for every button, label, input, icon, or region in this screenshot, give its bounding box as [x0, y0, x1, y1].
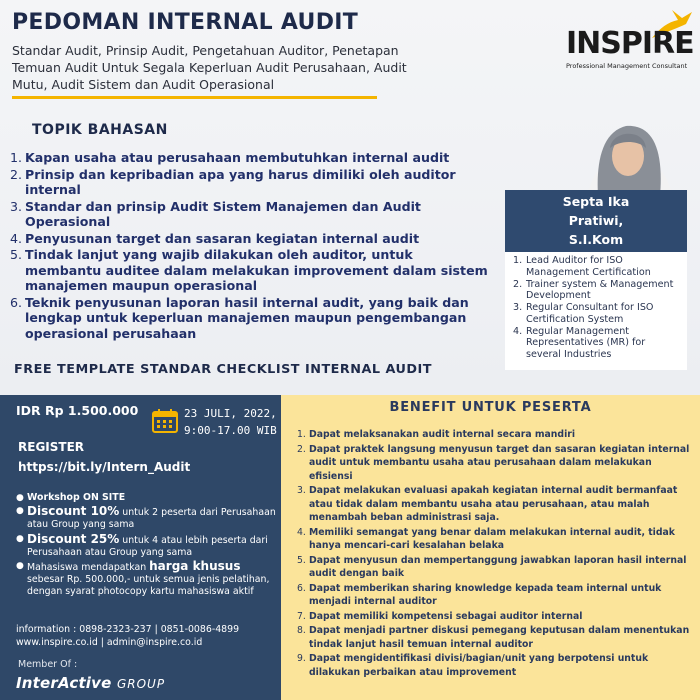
price: IDR Rp 1.500.000	[16, 403, 139, 418]
registration-panel	[0, 395, 281, 700]
contact-phone: information : 0898-2323-237 | 0851-0086-4899	[16, 624, 240, 635]
free-template-banner: FREE TEMPLATE STANDAR CHECKLIST INTERNAL AUDIT	[14, 362, 433, 377]
logo-word: INSPIRE	[566, 26, 694, 61]
event-date: 23 JULI, 2022, 9:00-17.00 WIB	[184, 407, 277, 437]
list-item: 1. Dapat melaksanakan audit internal secara mandiri	[297, 429, 576, 440]
calendar-icon	[152, 409, 178, 433]
title-underline	[12, 96, 377, 99]
contact-web[interactable]: www.inspire.co.id | admin@inspire.co.id	[16, 637, 203, 648]
list-item: ● Mahasiswa mendapatkan harga khusus sebesar Rp. 500.000,- untuk semua jenis pelatihan, dengan syarat photocopy kartu mahasiswa aktif	[16, 559, 270, 598]
benefit-panel	[281, 395, 700, 700]
list-item: 8. Dapat menjadi partner diskusi pemegang keputusan dalam menentukan tindak lanjut hasil temuan internal auditor	[297, 625, 690, 650]
member-label: Member Of :	[18, 659, 78, 670]
list-item: ● Discount 10% untuk 2 peserta dari Perusahaan atau Group yang sama	[16, 504, 276, 531]
benefit-list	[297, 428, 697, 680]
list-item: ● Workshop ON SITE	[16, 492, 126, 503]
list-item: 1. Lead Auditor for ISO Management Certification	[513, 255, 651, 278]
list-item: 6. Dapat memberikan sharing knowledge kepada team internal untuk menjadi internal auditor	[297, 582, 662, 607]
topik-list	[10, 150, 490, 342]
topik-title: TOPIK BAHASAN	[32, 122, 168, 138]
list-item: 3. Standar dan prinsip Audit Sistem Manajemen dan Audit Operasional	[10, 198, 421, 229]
page-title: PEDOMAN INTERNAL AUDIT	[12, 10, 359, 35]
list-item: 1. Kapan usaha atau perusahaan membutuhkan internal audit	[10, 150, 450, 165]
offer-list	[16, 492, 278, 600]
list-item: 2. Prinsip dan kepribadian apa yang harus dimiliki oleh auditor internal	[10, 166, 456, 197]
list-item: 4. Memiliki semangat yang benar dalam melakukan internal audit, tidak hanya mencari-cari kesalahan belaka	[297, 526, 675, 551]
list-item: 2. Trainer system & Management Development	[513, 278, 674, 301]
list-item: 6. Teknik penyusunan laporan hasil internal audit, yang baik dan lengkap untuk keperluan manajemen maupun pengembangan operasional perusahaan	[10, 294, 469, 341]
list-item: 3. Dapat melakukan evaluasi apakah kegiatan internal audit bermanfaat atau tidak dalam membantu usaha atau perusahaan, atau malah menambah beban administrasi saja.	[297, 485, 678, 523]
trainer-avatar-icon	[568, 112, 688, 196]
list-item: 4. Penyusunan target dan sasaran kegiatan internal audit	[10, 230, 420, 246]
interactive-group-logo: InterActive GROUP	[16, 674, 166, 692]
list-item: 2. Dapat praktek langsung menyusun target dan sasaran kegiatan internal audit untuk membantu usaha atau perusahaan dalam melakukan efisiensi	[297, 443, 690, 482]
contact-info	[16, 623, 239, 649]
trainer-photo	[568, 112, 688, 196]
trainer-name: Septa Ika Pratiwi, S.I.Kom	[562, 194, 630, 247]
logo-tagline: Professional Management Consultant	[566, 62, 688, 70]
list-item: 5. Dapat menyusun dan mempertanggung jawabkan laporan hasil internal audit dengan baik	[297, 554, 687, 579]
inspire-logo	[566, 14, 696, 74]
benefit-title: BENEFIT UNTUK PESERTA	[389, 400, 592, 415]
register-link[interactable]: https://bit.ly/Intern_Audit	[18, 460, 191, 474]
list-item: 3. Regular Consultant for ISO Certification System	[513, 302, 654, 325]
list-item: 7. Dapat memiliki kompetensi sebagai auditor internal	[297, 610, 583, 622]
list-item: 5. Tindak lanjut yang wajib dilakukan oleh auditor, untuk membantu auditee dalam melakukan improvement dalam sistem manajemen maupun operasional	[10, 247, 488, 293]
trainer-credentials	[505, 252, 687, 370]
register-block	[18, 437, 190, 477]
page-subtitle: Standar Audit, Prinsip Audit, Pengetahuan Auditor, Penetapan Temuan Audit Untuk Segala Keperluan Audit Perusahaan, Audit Mutu, Audit Sistem dan Audit Operasional	[12, 43, 407, 92]
register-label: REGISTER	[18, 440, 85, 454]
list-item: 9. Dapat mengidentifikasi divisi/bagian/unit yang berpotensi untuk dilakukan perbaikan atau improvement	[297, 653, 649, 678]
list-item: 4. Regular Management Representatives (MR) for several Industries	[513, 325, 646, 360]
trainer-name-box	[505, 190, 687, 252]
list-item: ● Discount 25% untuk 4 atau lebih peserta dari Perusahaan atau Group yang sama	[16, 531, 268, 558]
